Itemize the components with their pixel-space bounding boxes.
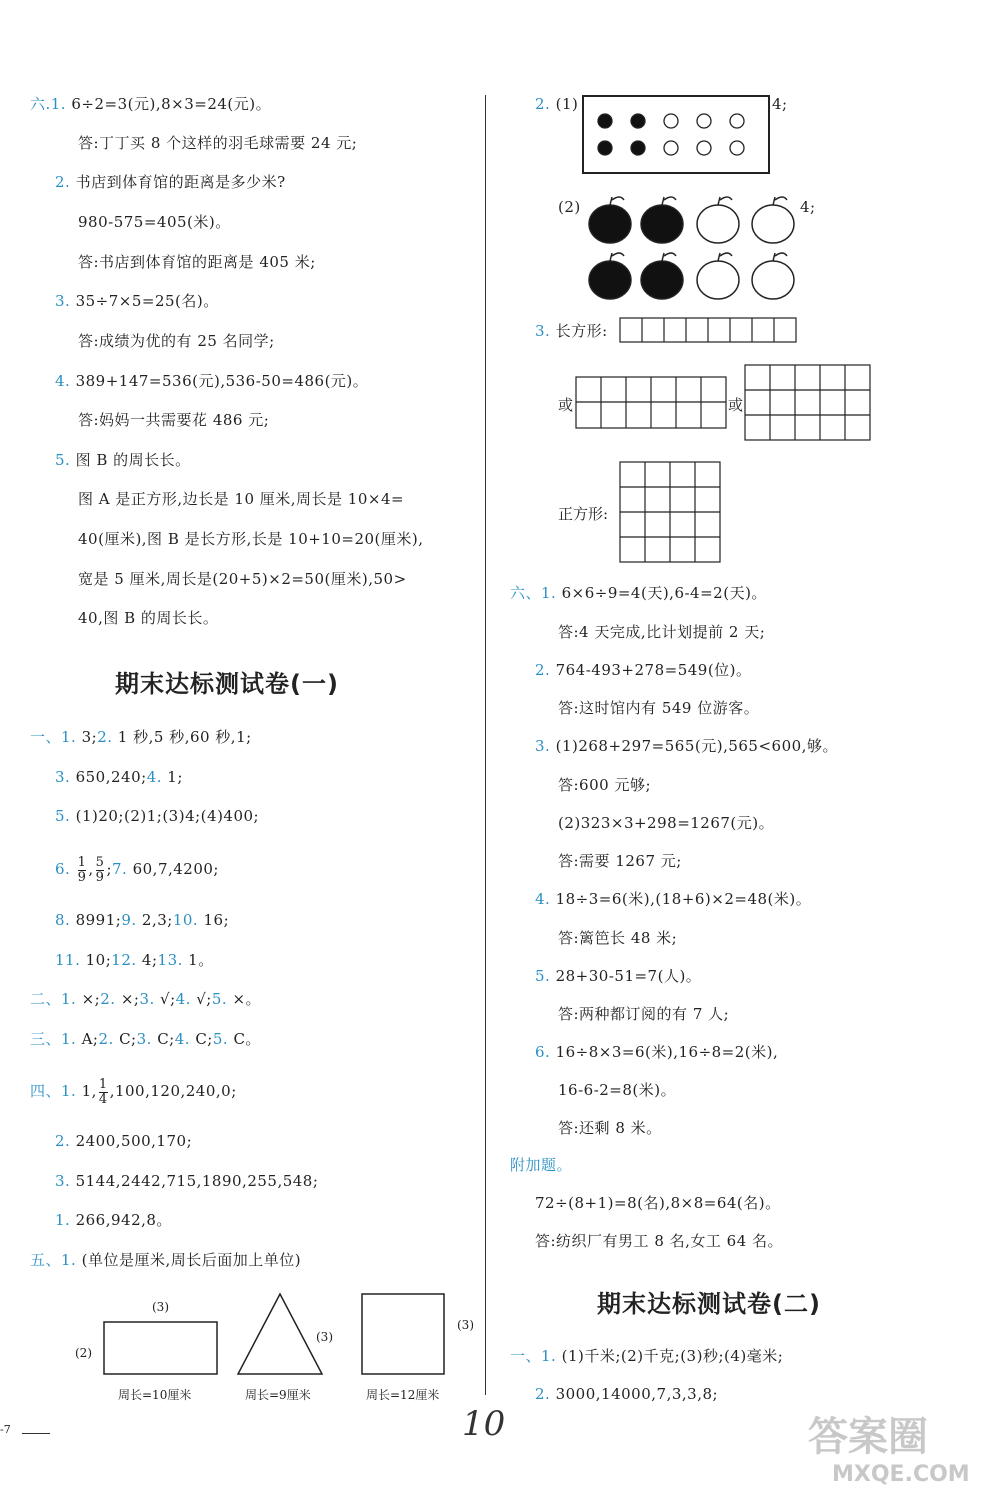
answer-line: 答:这时馆内有 549 位游客。 bbox=[558, 699, 760, 717]
extra-heading: 附加题。 bbox=[510, 1156, 573, 1174]
answer-line: 6. $\frac{1}{9}$ , $\frac{5}{9}$ ;7. 60,7,4200; bbox=[55, 854, 219, 885]
answer-line: 答:纺织厂有男工 8 名,女工 64 名。 bbox=[535, 1232, 784, 1250]
answer-line: 3. (1)268+297=565(元),565<600,够。 bbox=[535, 737, 838, 755]
grid-3x5 bbox=[745, 365, 870, 440]
answer-line: 72÷(8+1)=8(名),8×8=64(名)。 bbox=[535, 1194, 781, 1212]
figure-caption: 周长=12厘米 bbox=[366, 1388, 440, 1402]
fraction: $\frac{1}{9}$ bbox=[77, 854, 87, 885]
handwritten-page-number: 10 bbox=[462, 1404, 506, 1444]
answer-line: 5. (1)20;(2)1;(3)4;(4)400; bbox=[55, 807, 260, 825]
section-title: 期末达标测试卷(一) bbox=[115, 670, 339, 698]
answer-line: 2. (1) bbox=[535, 95, 579, 113]
answer-line: 3. 35÷7×5=25(名)。 bbox=[55, 292, 219, 310]
square-label: 正方形: bbox=[558, 505, 609, 523]
answer-line: 答:还剩 8 米。 bbox=[558, 1119, 662, 1137]
answer-line: 宽是 5 厘米,周长是(20+5)×2=50(厘米),50> bbox=[78, 570, 407, 588]
answer-line: 一、1. 3;2. 1 秒,5 秒,60 秒,1; bbox=[30, 728, 252, 746]
or-label: 或 bbox=[558, 396, 574, 414]
answer-line: 2. 书店到体育馆的距离是多少米? bbox=[55, 173, 286, 191]
answer-line: 答:两种都订阅的有 7 人; bbox=[558, 1005, 730, 1023]
answer-line: 答:需要 1267 元; bbox=[558, 852, 682, 870]
answer-line: 二、1. ×;2. ×;3. √;4. √;5. ×。 bbox=[30, 990, 262, 1008]
answer-line: 5. 图 B 的周长长。 bbox=[55, 451, 191, 469]
answer-line: 2. 3000,14000,7,3,3,8; bbox=[535, 1385, 719, 1403]
answer-line: 答:4 天完成,比计划提前 2 天; bbox=[558, 623, 766, 641]
figure-label: (3) bbox=[316, 1330, 333, 1344]
fraction: $\frac{5}{9}$ bbox=[95, 854, 105, 885]
answer-line: 4. 389+147=536(元),536-50=486(元)。 bbox=[55, 372, 369, 390]
watermark-logo: 答案圈 bbox=[808, 1414, 928, 1460]
answer-line: 四、1. 1, $\frac{1}{4}$ ,100,120,240,0; bbox=[30, 1076, 237, 1107]
figure-label: (2) bbox=[75, 1346, 92, 1360]
answer-line: 六.1. 6÷2=3(元),8×3=24(元)。 bbox=[30, 95, 272, 113]
answer-line: 3. 650,240;4. 1; bbox=[55, 768, 183, 786]
answer-line: 答:600 元够; bbox=[558, 776, 652, 794]
answer-line: 答:丁丁买 8 个这样的羽毛球需要 24 元; bbox=[78, 134, 358, 152]
figure-caption: 周长=10厘米 bbox=[118, 1388, 192, 1402]
answer-line: 图 A 是正方形,边长是 10 厘米,周长是 10×4= bbox=[78, 490, 405, 508]
answer-line: 答:妈妈一共需要花 486 元; bbox=[78, 411, 270, 429]
answer-line: 5. 28+30-51=7(人)。 bbox=[535, 967, 702, 985]
grid-4x4 bbox=[620, 462, 720, 562]
answer-line: 三、1. A;2. C;3. C;4. C;5. C。 bbox=[30, 1030, 261, 1048]
answer-line: 8. 8991;9. 2,3;10. 16; bbox=[55, 911, 230, 929]
grid-2x6 bbox=[576, 377, 726, 428]
figure-label: (3) bbox=[152, 1300, 169, 1314]
answer-line: 答:篱笆长 48 米; bbox=[558, 929, 678, 947]
section-title: 期末达标测试卷(二) bbox=[597, 1290, 821, 1318]
answer-line: 980-575=405(米)。 bbox=[78, 213, 231, 231]
answer-line: 40(厘米),图 B 是长方形,长是 10+10=20(厘米), bbox=[78, 530, 424, 548]
grid-1x8 bbox=[620, 318, 796, 342]
answer-line: 3. 长方形: bbox=[535, 322, 608, 340]
answer-line: 2. 764-493+278=549(位)。 bbox=[535, 661, 752, 679]
answer-line: 六、1. 6×6÷9=4(天),6-4=2(天)。 bbox=[510, 584, 767, 602]
answer-line: 2. 2400,500,170; bbox=[55, 1132, 193, 1150]
answer-line: 4; bbox=[772, 95, 788, 113]
answer-line: 4. 18÷3=6(米),(18+6)×2=48(米)。 bbox=[535, 890, 812, 908]
answer-line: (2) bbox=[558, 198, 581, 216]
fraction: $\frac{1}{4}$ bbox=[98, 1076, 108, 1107]
answer-line: 1. 266,942,8。 bbox=[55, 1211, 172, 1229]
watermark-url: MXQE.COM bbox=[832, 1462, 970, 1487]
answer-line: (2)323×3+298=1267(元)。 bbox=[558, 814, 775, 832]
or-label: 或 bbox=[728, 396, 744, 414]
answer-line: 11. 10;12. 4;13. 1。 bbox=[55, 951, 214, 969]
answer-line: 五、1. (单位是厘米,周长后面加上单位) bbox=[30, 1251, 302, 1269]
answer-line: 40,图 B 的周长长。 bbox=[78, 609, 219, 627]
answer-line: 6. 16÷8×3=6(米),16÷8=2(米), bbox=[535, 1043, 779, 1061]
answer-line: 4; bbox=[800, 198, 816, 216]
answer-line: 答:书店到体育馆的距离是 405 米; bbox=[78, 253, 316, 271]
answer-line: 答:成绩为优的有 25 名同学; bbox=[78, 332, 275, 350]
answer-line: 16-6-2=8(米)。 bbox=[558, 1081, 677, 1099]
figure-caption: 周长=9厘米 bbox=[245, 1388, 311, 1402]
answer-line: 3. 5144,2442,715,1890,255,548; bbox=[55, 1172, 319, 1190]
page-number: -7 bbox=[0, 1423, 11, 1436]
answer-line: 一、1. (1)千米;(2)千克;(3)秒;(4)毫米; bbox=[510, 1347, 784, 1365]
figure-label: (3) bbox=[457, 1318, 474, 1332]
